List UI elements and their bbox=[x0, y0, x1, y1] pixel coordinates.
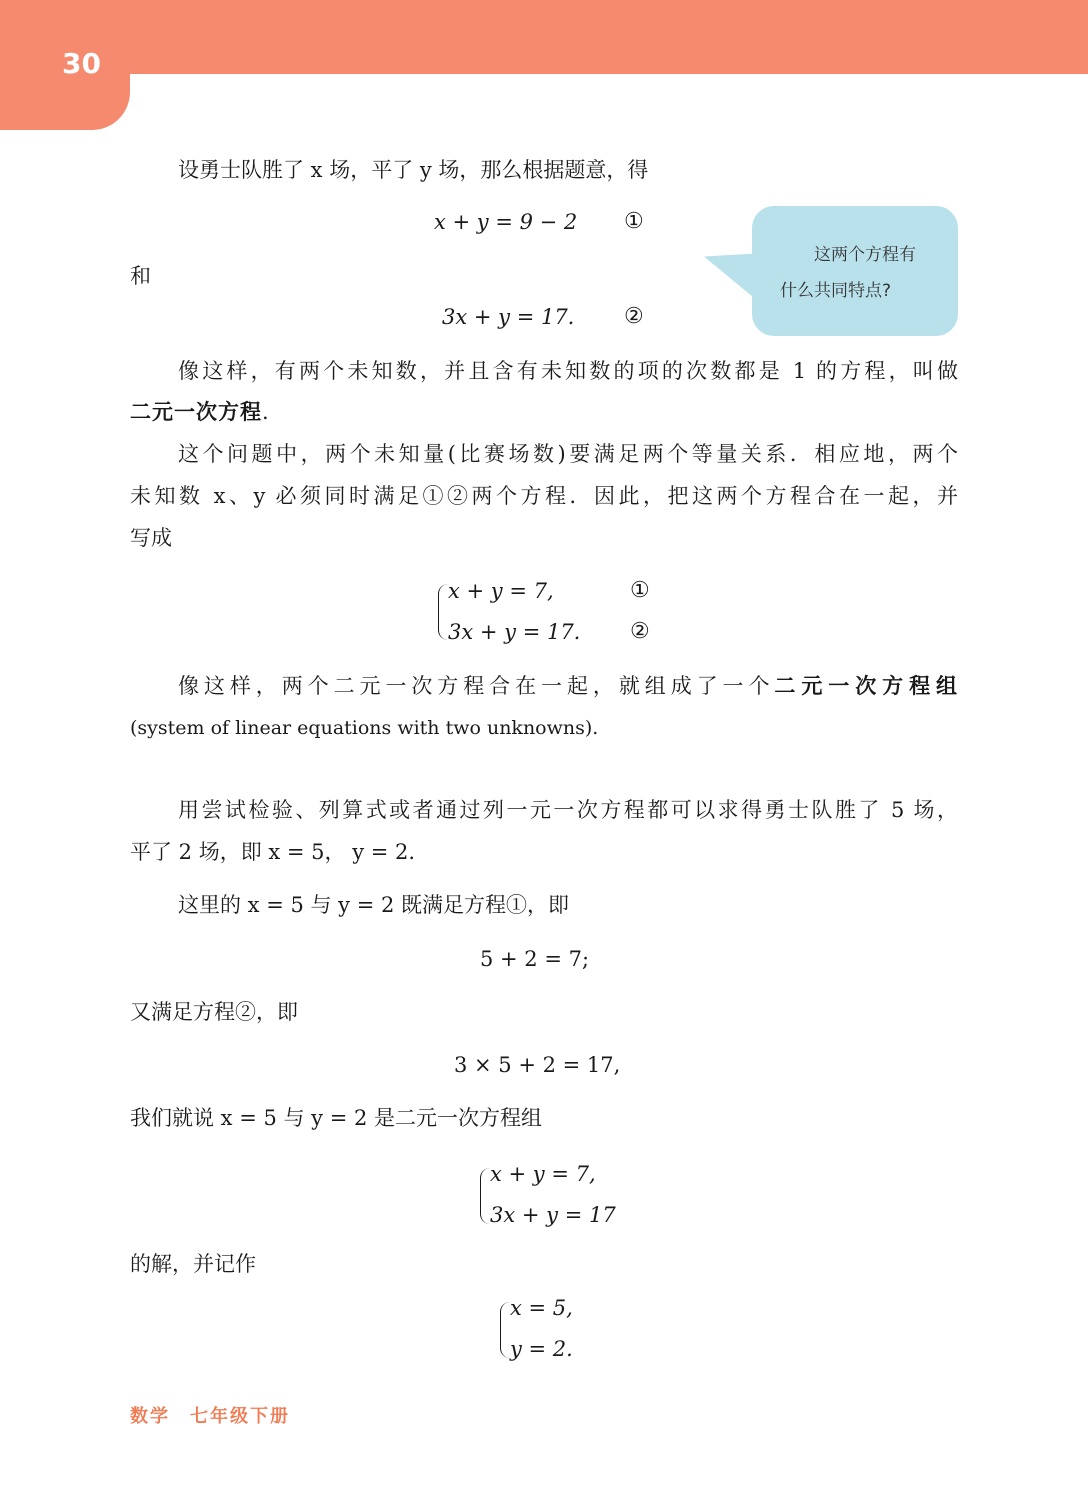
system-definition-line-1 bbox=[178, 672, 958, 700]
definition-term-line bbox=[130, 398, 269, 426]
speech-bubble-tail bbox=[704, 235, 756, 300]
solution-intro-line-1: 用尝试检验、列算式或者通过列一元一次方程都可以求得勇士队胜了 5 场， bbox=[178, 798, 958, 822]
definition-paragraph-line-1: 像这样，有两个未知数，并且含有未知数的项的次数都是 1 的方程，叫做 bbox=[178, 359, 958, 383]
term-linear-equation-two-unknowns: 二元一次方程 bbox=[130, 400, 262, 424]
check-equation-1: 5 + 2 = 7; bbox=[480, 947, 590, 971]
term-system-of-equations: 二元一次方程组 bbox=[774, 674, 959, 698]
explanation-line-2: 未知数 x、y 必须同时满足①②两个方程．因此，把这两个方程合在一起，并 bbox=[130, 484, 958, 508]
system-1-row-2: 3x + y = 17. bbox=[448, 620, 581, 644]
system-definition-text: 像这样，两个二元一次方程合在一起，就组成了一个 bbox=[178, 674, 775, 698]
footer-book-title: 数学 七年级下册 bbox=[130, 1406, 290, 1427]
system-2-row-2: 3x + y = 17 bbox=[490, 1203, 616, 1227]
system-1-mark-2: ② bbox=[630, 619, 650, 644]
solution-row-1: x = 5, bbox=[510, 1296, 573, 1320]
solution-row-2: y = 2. bbox=[510, 1337, 573, 1361]
speech-bubble-line-2: 什么共同特点? bbox=[780, 281, 892, 301]
check-equation-1-text: 这里的 x = 5 与 y = 2 既满足方程①，即 bbox=[178, 893, 570, 917]
check-equation-2: 3 × 5 + 2 = 17, bbox=[454, 1053, 621, 1077]
equation-1-mark: ① bbox=[624, 209, 644, 234]
equation-1: x + y = 9 − 2 bbox=[434, 210, 578, 234]
solution-intro-line-2: 平了 2 场，即 x = 5， y = 2. bbox=[130, 840, 416, 864]
system-definition-english: (system of linear equations with two unknowns). bbox=[130, 717, 599, 739]
page-number: 30 bbox=[62, 47, 101, 80]
solution-statement: 我们就说 x = 5 与 y = 2 是二元一次方程组 bbox=[130, 1106, 543, 1130]
check-equation-2-text: 又满足方程②，即 bbox=[130, 1000, 298, 1024]
equation-2-mark: ② bbox=[624, 304, 644, 329]
equation-2: 3x + y = 17. bbox=[442, 305, 575, 329]
explanation-line-3: 写成 bbox=[130, 526, 172, 550]
system-1-row-1: x + y = 7, bbox=[448, 579, 554, 603]
speech-bubble bbox=[752, 206, 958, 336]
term-end: . bbox=[262, 400, 269, 424]
speech-bubble-line-1: 这两个方程有 bbox=[814, 245, 916, 265]
explanation-line-1: 这个问题中，两个未知量(比赛场数)要满足两个等量关系．相应地，两个 bbox=[178, 442, 958, 466]
system-1-mark-1: ① bbox=[630, 578, 650, 603]
solution-notation-text: 的解，并记作 bbox=[130, 1252, 256, 1276]
intro-sentence: 设勇士队胜了 x 场，平了 y 场，那么根据题意，得 bbox=[178, 158, 649, 182]
system-2-row-1: x + y = 7, bbox=[490, 1162, 596, 1186]
and-word: 和 bbox=[130, 264, 151, 288]
header-band bbox=[0, 0, 1088, 74]
